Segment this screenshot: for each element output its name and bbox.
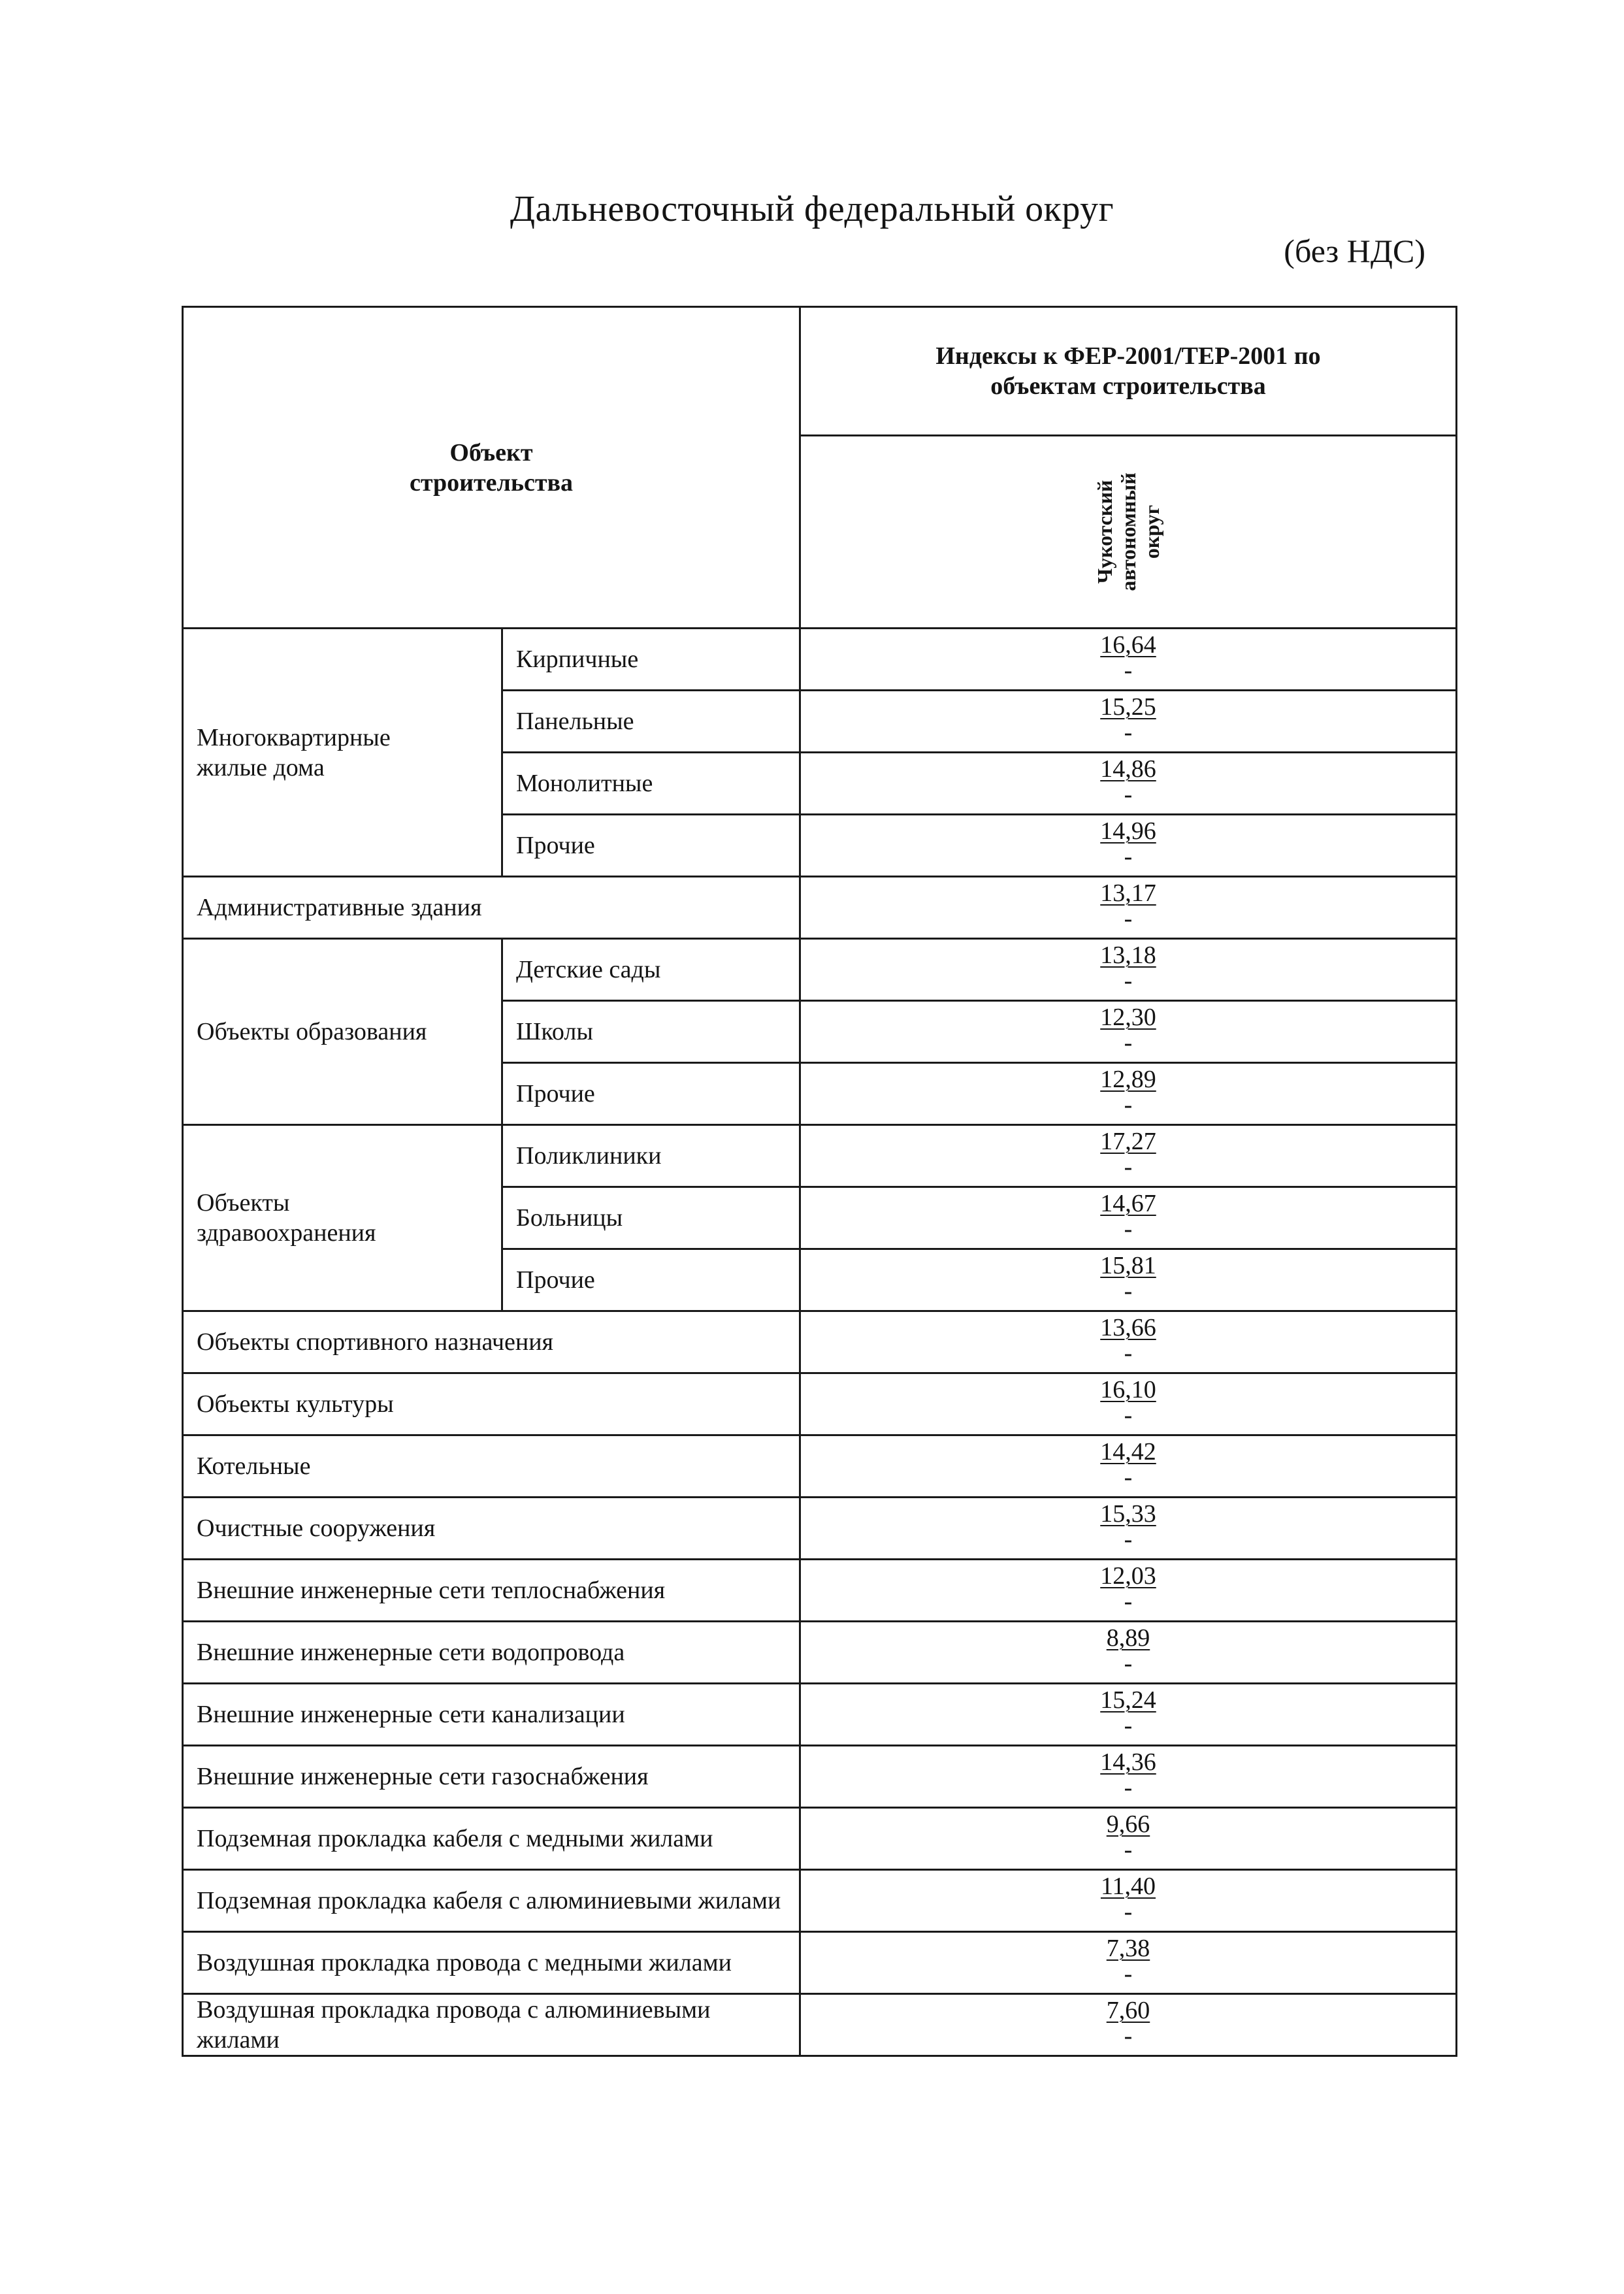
group-label: Объекты здравоохранения bbox=[183, 1125, 502, 1311]
index-value: 14,67 bbox=[1100, 1190, 1156, 1217]
header-region-label: Чукотский автономный округ bbox=[1093, 472, 1163, 591]
index-value: 9,66 bbox=[1106, 1811, 1150, 1838]
index-second-value: - bbox=[1124, 1588, 1133, 1615]
table-row bbox=[183, 1125, 1457, 1187]
index-value-cell bbox=[800, 1063, 1457, 1125]
category-label: Воздушная прокладка провода с алюминиевыми жилами bbox=[183, 1994, 800, 2056]
table-row bbox=[183, 1373, 1457, 1435]
index-value: 11,40 bbox=[1100, 1873, 1156, 1900]
index-second-value: - bbox=[1124, 967, 1133, 994]
index-value-cell bbox=[800, 1622, 1457, 1684]
category-label: Внешние инженерные сети канализации bbox=[183, 1684, 800, 1746]
index-value: 13,17 bbox=[1100, 879, 1156, 907]
index-table bbox=[182, 306, 1457, 2057]
category-label: Внешние инженерные сети газоснабжения bbox=[183, 1746, 800, 1808]
table-row bbox=[183, 1684, 1457, 1746]
table-row bbox=[183, 1994, 1457, 2056]
subcategory-label: Прочие bbox=[502, 1249, 800, 1311]
index-second-value: - bbox=[1124, 781, 1133, 808]
table-row bbox=[183, 1560, 1457, 1622]
index-value: 15,25 bbox=[1100, 693, 1156, 721]
index-value-cell bbox=[800, 1187, 1457, 1249]
index-second-value: - bbox=[1124, 1774, 1133, 1801]
category-label: Подземная прокладка кабеля с алюминиевыми жилами bbox=[183, 1870, 800, 1932]
subcategory-label: Кирпичные bbox=[502, 629, 800, 691]
index-second-value: - bbox=[1124, 657, 1133, 684]
table-row bbox=[183, 939, 1457, 1001]
index-second-value: - bbox=[1124, 1153, 1133, 1181]
table-row bbox=[183, 629, 1457, 691]
index-value: 7,38 bbox=[1106, 1935, 1150, 1962]
index-value: 15,24 bbox=[1100, 1686, 1156, 1714]
index-second-value: - bbox=[1124, 1215, 1133, 1243]
category-label: Административные здания bbox=[183, 877, 800, 939]
index-value: 7,60 bbox=[1106, 1997, 1150, 2024]
category-label: Котельные bbox=[183, 1435, 800, 1498]
index-value-cell bbox=[800, 1125, 1457, 1187]
index-value-cell bbox=[800, 1435, 1457, 1498]
table-row bbox=[183, 1746, 1457, 1808]
index-second-value: - bbox=[1124, 1836, 1133, 1863]
subcategory-label: Панельные bbox=[502, 691, 800, 753]
page-title: Дальневосточный федеральный округ bbox=[510, 189, 1114, 229]
index-value-cell bbox=[800, 1870, 1457, 1932]
index-value-cell bbox=[800, 1746, 1457, 1808]
index-value: 14,42 bbox=[1100, 1438, 1156, 1466]
header-indices-label: Индексы к ФЕР-2001/ТЕР-2001 по объектам строительства bbox=[935, 342, 1321, 400]
index-value-cell bbox=[800, 1808, 1457, 1870]
index-value: 8,89 bbox=[1106, 1624, 1150, 1652]
index-second-value: - bbox=[1124, 905, 1133, 932]
index-second-value: - bbox=[1124, 1898, 1133, 1925]
index-value: 12,30 bbox=[1100, 1004, 1156, 1031]
index-value-cell bbox=[800, 939, 1457, 1001]
index-value: 16,10 bbox=[1100, 1376, 1156, 1403]
index-second-value: - bbox=[1124, 1029, 1133, 1057]
subcategory-label: Детские сады bbox=[502, 939, 800, 1001]
index-value-cell bbox=[800, 691, 1457, 753]
index-value-cell bbox=[800, 1498, 1457, 1560]
index-value-cell bbox=[800, 1932, 1457, 1994]
index-value: 15,81 bbox=[1100, 1252, 1156, 1279]
index-value-cell bbox=[800, 1249, 1457, 1311]
table-row bbox=[183, 1435, 1457, 1498]
header-indices-cell bbox=[800, 307, 1457, 436]
subcategory-label: Школы bbox=[502, 1001, 800, 1063]
header-object-cell bbox=[183, 307, 800, 629]
table-row bbox=[183, 1808, 1457, 1870]
category-label: Внешние инженерные сети водопровода bbox=[183, 1622, 800, 1684]
index-value-cell bbox=[800, 1560, 1457, 1622]
category-label: Очистные сооружения bbox=[183, 1498, 800, 1560]
category-label: Объекты культуры bbox=[183, 1373, 800, 1435]
index-value: 13,66 bbox=[1100, 1314, 1156, 1341]
index-value: 14,86 bbox=[1100, 755, 1156, 783]
table-row bbox=[183, 877, 1457, 939]
index-value-cell bbox=[800, 815, 1457, 877]
category-label: Подземная прокладка кабеля с медными жилами bbox=[183, 1808, 800, 1870]
category-label: Воздушная прокладка провода с медными жилами bbox=[183, 1932, 800, 1994]
index-second-value: - bbox=[1124, 843, 1133, 870]
category-label: Объекты спортивного назначения bbox=[183, 1311, 800, 1373]
index-value: 14,96 bbox=[1100, 817, 1156, 845]
category-label: Внешние инженерные сети теплоснабжения bbox=[183, 1560, 800, 1622]
index-value-cell bbox=[800, 629, 1457, 691]
index-value: 12,89 bbox=[1100, 1066, 1156, 1093]
index-value-cell bbox=[800, 1001, 1457, 1063]
table-row bbox=[183, 1932, 1457, 1994]
index-value: 15,33 bbox=[1100, 1500, 1156, 1528]
header-region-cell bbox=[800, 436, 1457, 629]
table-row bbox=[183, 1498, 1457, 1560]
header-object-label: Объект строительства bbox=[409, 438, 574, 497]
index-value-cell bbox=[800, 1373, 1457, 1435]
index-value-cell bbox=[800, 753, 1457, 815]
index-value-cell bbox=[800, 877, 1457, 939]
index-second-value: - bbox=[1124, 1960, 1133, 1988]
group-label: Объекты образования bbox=[183, 939, 502, 1125]
subcategory-label: Монолитные bbox=[502, 753, 800, 815]
index-value: 13,18 bbox=[1100, 942, 1156, 969]
index-value: 16,64 bbox=[1100, 631, 1156, 659]
subcategory-label: Прочие bbox=[502, 1063, 800, 1125]
header-row-1 bbox=[183, 307, 1457, 436]
subcategory-label: Прочие bbox=[502, 815, 800, 877]
group-label: Многоквартирные жилые дома bbox=[183, 629, 502, 877]
index-second-value: - bbox=[1124, 1712, 1133, 1739]
index-second-value: - bbox=[1124, 1650, 1133, 1677]
index-second-value: - bbox=[1124, 1339, 1133, 1367]
index-value-cell bbox=[800, 1994, 1457, 2056]
index-second-value: - bbox=[1124, 719, 1133, 746]
table-row bbox=[183, 1311, 1457, 1373]
subcategory-label: Поликлиники bbox=[502, 1125, 800, 1187]
subcategory-label: Больницы bbox=[502, 1187, 800, 1249]
index-second-value: - bbox=[1124, 1464, 1133, 1491]
index-value: 17,27 bbox=[1100, 1128, 1156, 1155]
index-second-value: - bbox=[1124, 1091, 1133, 1119]
index-value: 14,36 bbox=[1100, 1748, 1156, 1776]
table-row bbox=[183, 1622, 1457, 1684]
index-value-cell bbox=[800, 1684, 1457, 1746]
index-second-value: - bbox=[1124, 1526, 1133, 1553]
vat-note: (без НДС) bbox=[1284, 233, 1425, 269]
table-row bbox=[183, 1870, 1457, 1932]
index-second-value: - bbox=[1124, 1277, 1133, 1305]
index-second-value: - bbox=[1124, 1401, 1133, 1429]
index-second-value: - bbox=[1124, 2022, 1133, 2050]
index-value-cell bbox=[800, 1311, 1457, 1373]
index-value: 12,03 bbox=[1100, 1562, 1156, 1590]
